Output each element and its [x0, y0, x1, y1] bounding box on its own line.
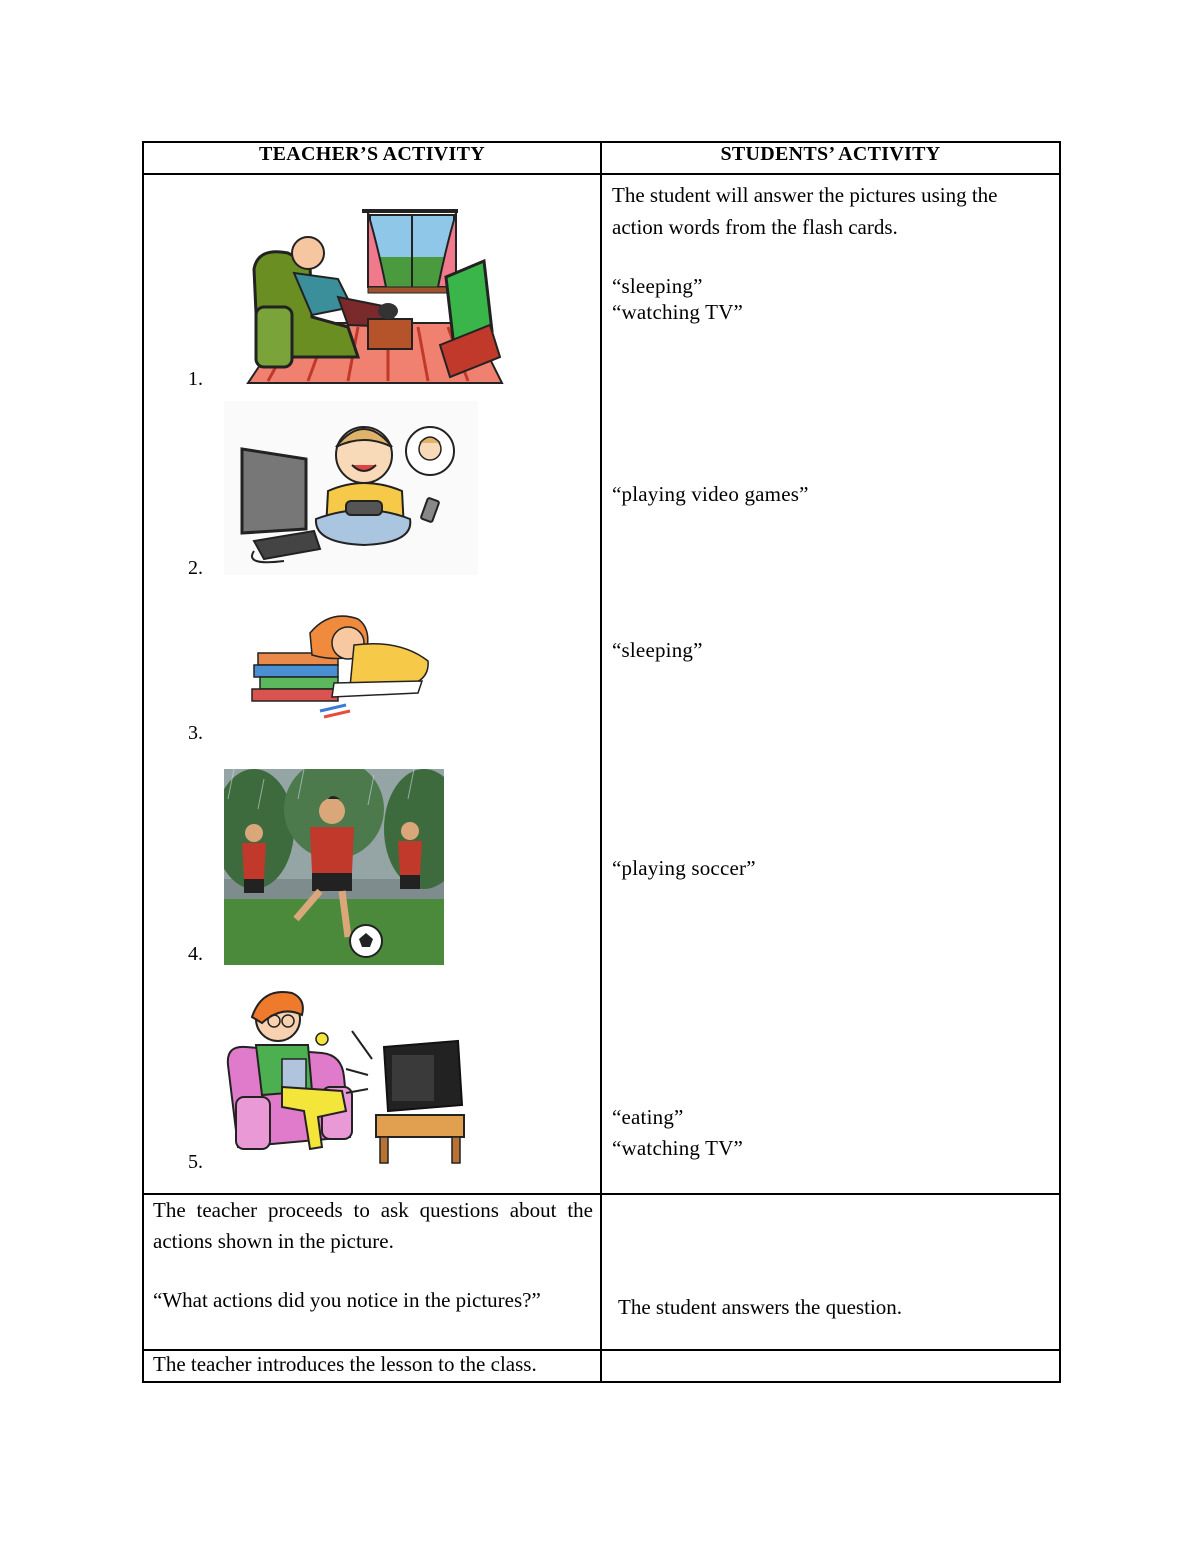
pictures-cell: [143, 174, 601, 1194]
teacher-question-intro: The teacher proceeds to ask questions about the actions shown in the picture.: [153, 1198, 593, 1253]
picture-number: 1.: [188, 368, 203, 390]
lesson-plan-table: [142, 141, 1061, 1383]
picture-item-3: [144, 587, 600, 755]
students-activity-header: STUDENTS’ ACTIVITY: [601, 142, 1060, 174]
teacher-question-cell: [143, 1194, 601, 1350]
answer-3: “sleeping”: [612, 638, 703, 662]
teacher-activity-header: TEACHER’S ACTIVITY: [143, 142, 601, 174]
header-row: [143, 142, 1060, 174]
teacher-intro-text: The teacher introduces the lesson to the class.: [153, 1352, 537, 1376]
picture-item-1: [144, 175, 600, 395]
student-answer-text: The student answers the question.: [618, 1295, 903, 1319]
answer-2: “playing video games”: [612, 482, 809, 506]
answer-4: “playing soccer”: [612, 856, 756, 880]
picture-item-4: [144, 757, 600, 975]
introduction-row: [143, 1350, 1060, 1382]
picture-number: 4.: [188, 943, 203, 965]
answers-cell: [601, 174, 1060, 1194]
answer-5-line-1: “eating”: [612, 1105, 684, 1129]
answer-1-line-1: “sleeping”: [612, 274, 703, 298]
picture-number: 2.: [188, 557, 203, 579]
student-intro-text: The student will answer the pictures using the action words from the flash cards.: [612, 183, 998, 239]
answer-5-line-2: “watching TV”: [612, 1136, 744, 1160]
child-sleeping-on-books-icon: [250, 603, 434, 719]
teacher-question: “What actions did you notice in the pictures?”: [153, 1288, 541, 1312]
student-answer-cell: [601, 1194, 1060, 1350]
child-eating-watching-tv-icon: [222, 987, 468, 1169]
picture-item-5: [144, 977, 600, 1191]
pictures-row: [143, 174, 1060, 1194]
man-sleeping-in-armchair-with-tv-icon: [228, 207, 504, 385]
questions-row: [143, 1194, 1060, 1350]
picture-item-2: [144, 397, 600, 585]
teacher-intro-cell: [143, 1350, 601, 1382]
picture-number: 5.: [188, 1151, 203, 1173]
child-playing-video-games-icon: [224, 401, 478, 575]
student-empty-cell: [601, 1350, 1060, 1382]
boys-playing-soccer-in-rain-icon: [224, 769, 444, 965]
picture-number: 3.: [188, 722, 203, 744]
answer-1-line-2: “watching TV”: [612, 300, 744, 324]
